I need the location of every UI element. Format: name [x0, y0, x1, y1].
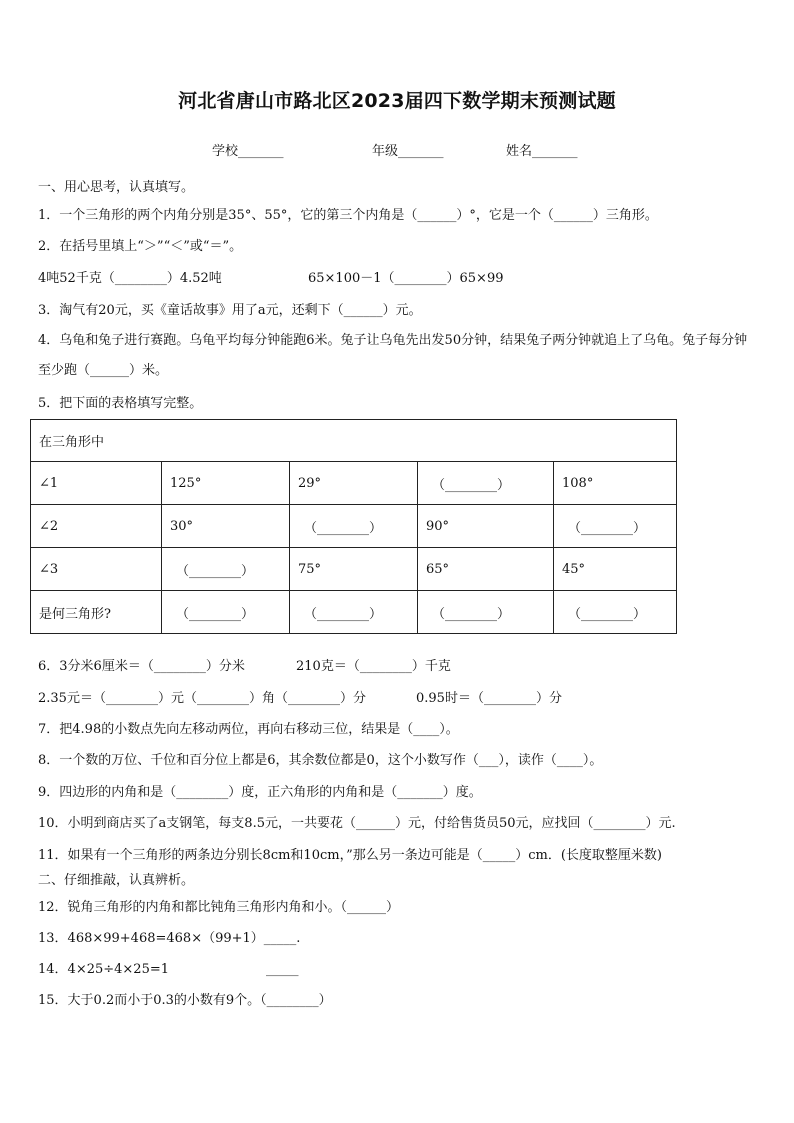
table-cell: 29° — [290, 462, 418, 505]
table-cell: 65° — [418, 548, 554, 591]
table-row — [31, 462, 677, 505]
table-header-row — [31, 420, 677, 462]
page-title: 河北省唐山市路北区2023届四下数学期末预测试题 — [178, 90, 616, 112]
question-6a: 6．3分米6厘米＝（________）分米 — [38, 659, 245, 674]
question-9: 9．四边形的内角和是（________）度，正六角形的内角和是（_______）度。 — [38, 785, 482, 800]
table-row — [31, 591, 677, 634]
table-cell: （________） — [418, 462, 554, 505]
school-field: 学校_______ — [212, 144, 284, 159]
question-7: 7．把4.98的小数点先向左移动两位，再向右移动三位，结果是（____）。 — [38, 722, 459, 737]
question-1: 1．一个三角形的两个内角分别是35°、55°，它的第三个内角是（______）°，它是一个（______）三角形。 — [38, 208, 658, 223]
question-4: 4．乌龟和兔子进行赛跑。乌龟平均每分钟能跑6米。兔子让乌龟先出发50分钟，结果兔子两分钟就追上了乌龟。兔子每分钟至少跑（______）米。 — [38, 333, 748, 378]
question-6d: 0.95时＝（________）分 — [416, 691, 562, 706]
table-header: 在三角形中 — [31, 420, 677, 462]
question-2b: 65×100－1（________）65×99 — [308, 271, 504, 286]
section-1-heading: 一、用心思考，认真填写。 — [38, 180, 195, 195]
question-3: 3．淘气有20元，买《童话故事》用了a元，还剩下（______）元。 — [38, 303, 422, 318]
question-2: 2．在括号里填上“＞”“＜”或“＝”。 — [38, 239, 243, 254]
table-cell: ∠2 — [31, 505, 162, 548]
table-cell: 是何三角形? — [31, 591, 162, 634]
table-cell: 30° — [162, 505, 290, 548]
question-5: 5．把下面的表格填写完整。 — [38, 396, 203, 411]
table-cell: ∠3 — [31, 548, 162, 591]
table-cell: 125° — [162, 462, 290, 505]
question-2a: 4吨52千克（________）4.52吨 — [38, 271, 222, 286]
table-cell: （________） — [554, 505, 677, 548]
table-cell: （________） — [554, 591, 677, 634]
table-cell: 45° — [554, 548, 677, 591]
question-6c: 2.35元＝（________）元（________）角（________）分 — [38, 691, 366, 706]
grade-field: 年级_______ — [372, 144, 444, 159]
table-cell: （________） — [418, 591, 554, 634]
question-12: 12．锐角三角形的内角和都比钝角三角形内角和小。（______） — [38, 900, 400, 915]
question-13: 13．468×99+468=468×（99+1）_____. — [38, 931, 301, 946]
question-10: 10．小明到商店买了a支钢笔，每支8.5元，一共要花（______）元，付给售货员50元，应找回（________）元. — [38, 816, 676, 831]
name-field: 姓名_______ — [506, 144, 578, 159]
table-cell: （________） — [290, 591, 418, 634]
table-cell: （________） — [162, 548, 290, 591]
table-cell: （________） — [162, 591, 290, 634]
table-cell: （________） — [290, 505, 418, 548]
table-row — [31, 548, 677, 591]
table-row — [31, 505, 677, 548]
table-cell: 75° — [290, 548, 418, 591]
table-cell: 90° — [418, 505, 554, 548]
section-2-heading: 二、仔细推敲，认真辨析。 — [38, 873, 195, 888]
question-15: 15．大于0.2而小于0.3的小数有9个。（________） — [38, 993, 332, 1008]
table-cell: ∠1 — [31, 462, 162, 505]
question-6b: 210克＝（________）千克 — [296, 659, 451, 674]
question-14-blank: _____ — [266, 962, 299, 977]
question-8: 8．一个数的万位、千位和百分位上都是6，其余数位都是0，这个小数写作（___），读作（____）。 — [38, 753, 603, 768]
triangle-table — [30, 419, 677, 634]
question-14: 14．4×25÷4×25=1 — [38, 962, 170, 977]
question-11: 11．如果有一个三角形的两条边分别长8cm和10cm，”那么另一条边可能是（_____）cm．(长度取整厘米数) — [38, 848, 662, 863]
table-cell: 108° — [554, 462, 677, 505]
